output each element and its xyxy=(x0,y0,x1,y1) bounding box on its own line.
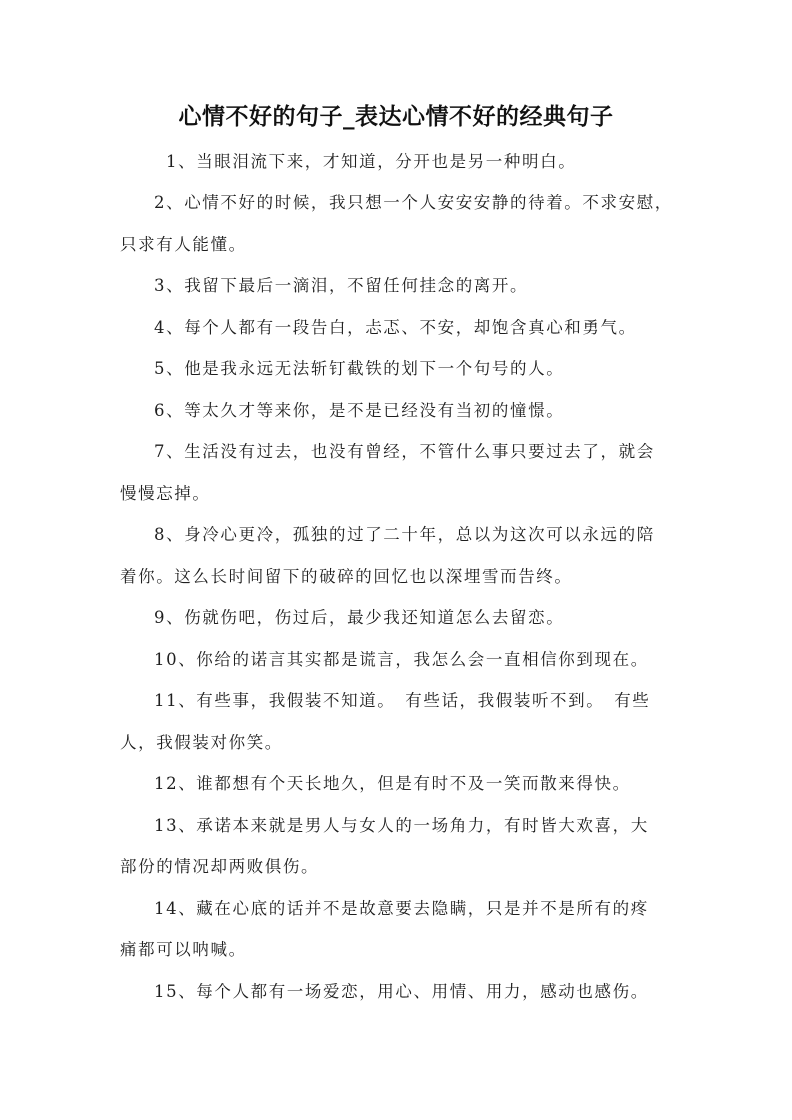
page-title: 心情不好的句子_表达心情不好的经典句子 xyxy=(178,104,614,130)
text-line: 7、生活没有过去，也没有曾经，不管什么事只要过去了，就会 xyxy=(154,442,655,461)
text-line: 着你。这么长时间留下的破碎的回忆也以深埋雪而告终。 xyxy=(120,567,573,586)
text-line: 6、等太久才等来你，是不是已经没有当初的憧憬。 xyxy=(154,401,565,420)
text-line: 3、我留下最后一滴泪，不留任何挂念的离开。 xyxy=(154,276,529,295)
text-line: 8、身冷心更冷，孤独的过了二十年，总以为这次可以永远的陪 xyxy=(154,525,655,544)
text-line: 15、每个人都有一场爱恋，用心、用情、用力，感动也感伤。 xyxy=(154,982,649,1001)
text-line: 只求有人能懂。 xyxy=(120,235,247,254)
text-line: 13、承诺本来就是男人与女人的一场角力，有时皆大欢喜，大 xyxy=(154,816,649,835)
text-line: 4、每个人都有一段告白，忐忑、不安，却饱含真心和勇气。 xyxy=(154,318,637,337)
text-line: 11、有些事，我假装不知道。 有些话，我假装听不到。 有些 xyxy=(154,691,651,710)
text-line: 9、伤就伤吧，伤过后，最少我还知道怎么去留恋。 xyxy=(154,608,565,627)
text-line: 5、他是我永远无法斩钉截铁的划下一个句号的人。 xyxy=(154,359,565,378)
text-line: 1、当眼泪流下来，才知道，分开也是另一种明白。 xyxy=(166,152,577,171)
text-line: 人，我假装对你笑。 xyxy=(120,733,283,752)
text-line: 痛都可以呐喊。 xyxy=(120,940,247,959)
text-line: 慢慢忘掉。 xyxy=(120,484,211,503)
text-line: 2、心情不好的时候，我只想一个人安安安静的待着。不求安慰， xyxy=(154,193,673,212)
text-line: 部份的情况却两败俱伤。 xyxy=(120,857,320,876)
text-line: 12、谁都想有个天长地久，但是有时不及一笑而散来得快。 xyxy=(154,774,631,793)
text-line: 10、你给的诺言其实都是谎言，我怎么会一直相信你到现在。 xyxy=(154,650,649,669)
text-line: 14、藏在心底的话并不是故意要去隐瞒，只是并不是所有的疼 xyxy=(154,899,649,918)
